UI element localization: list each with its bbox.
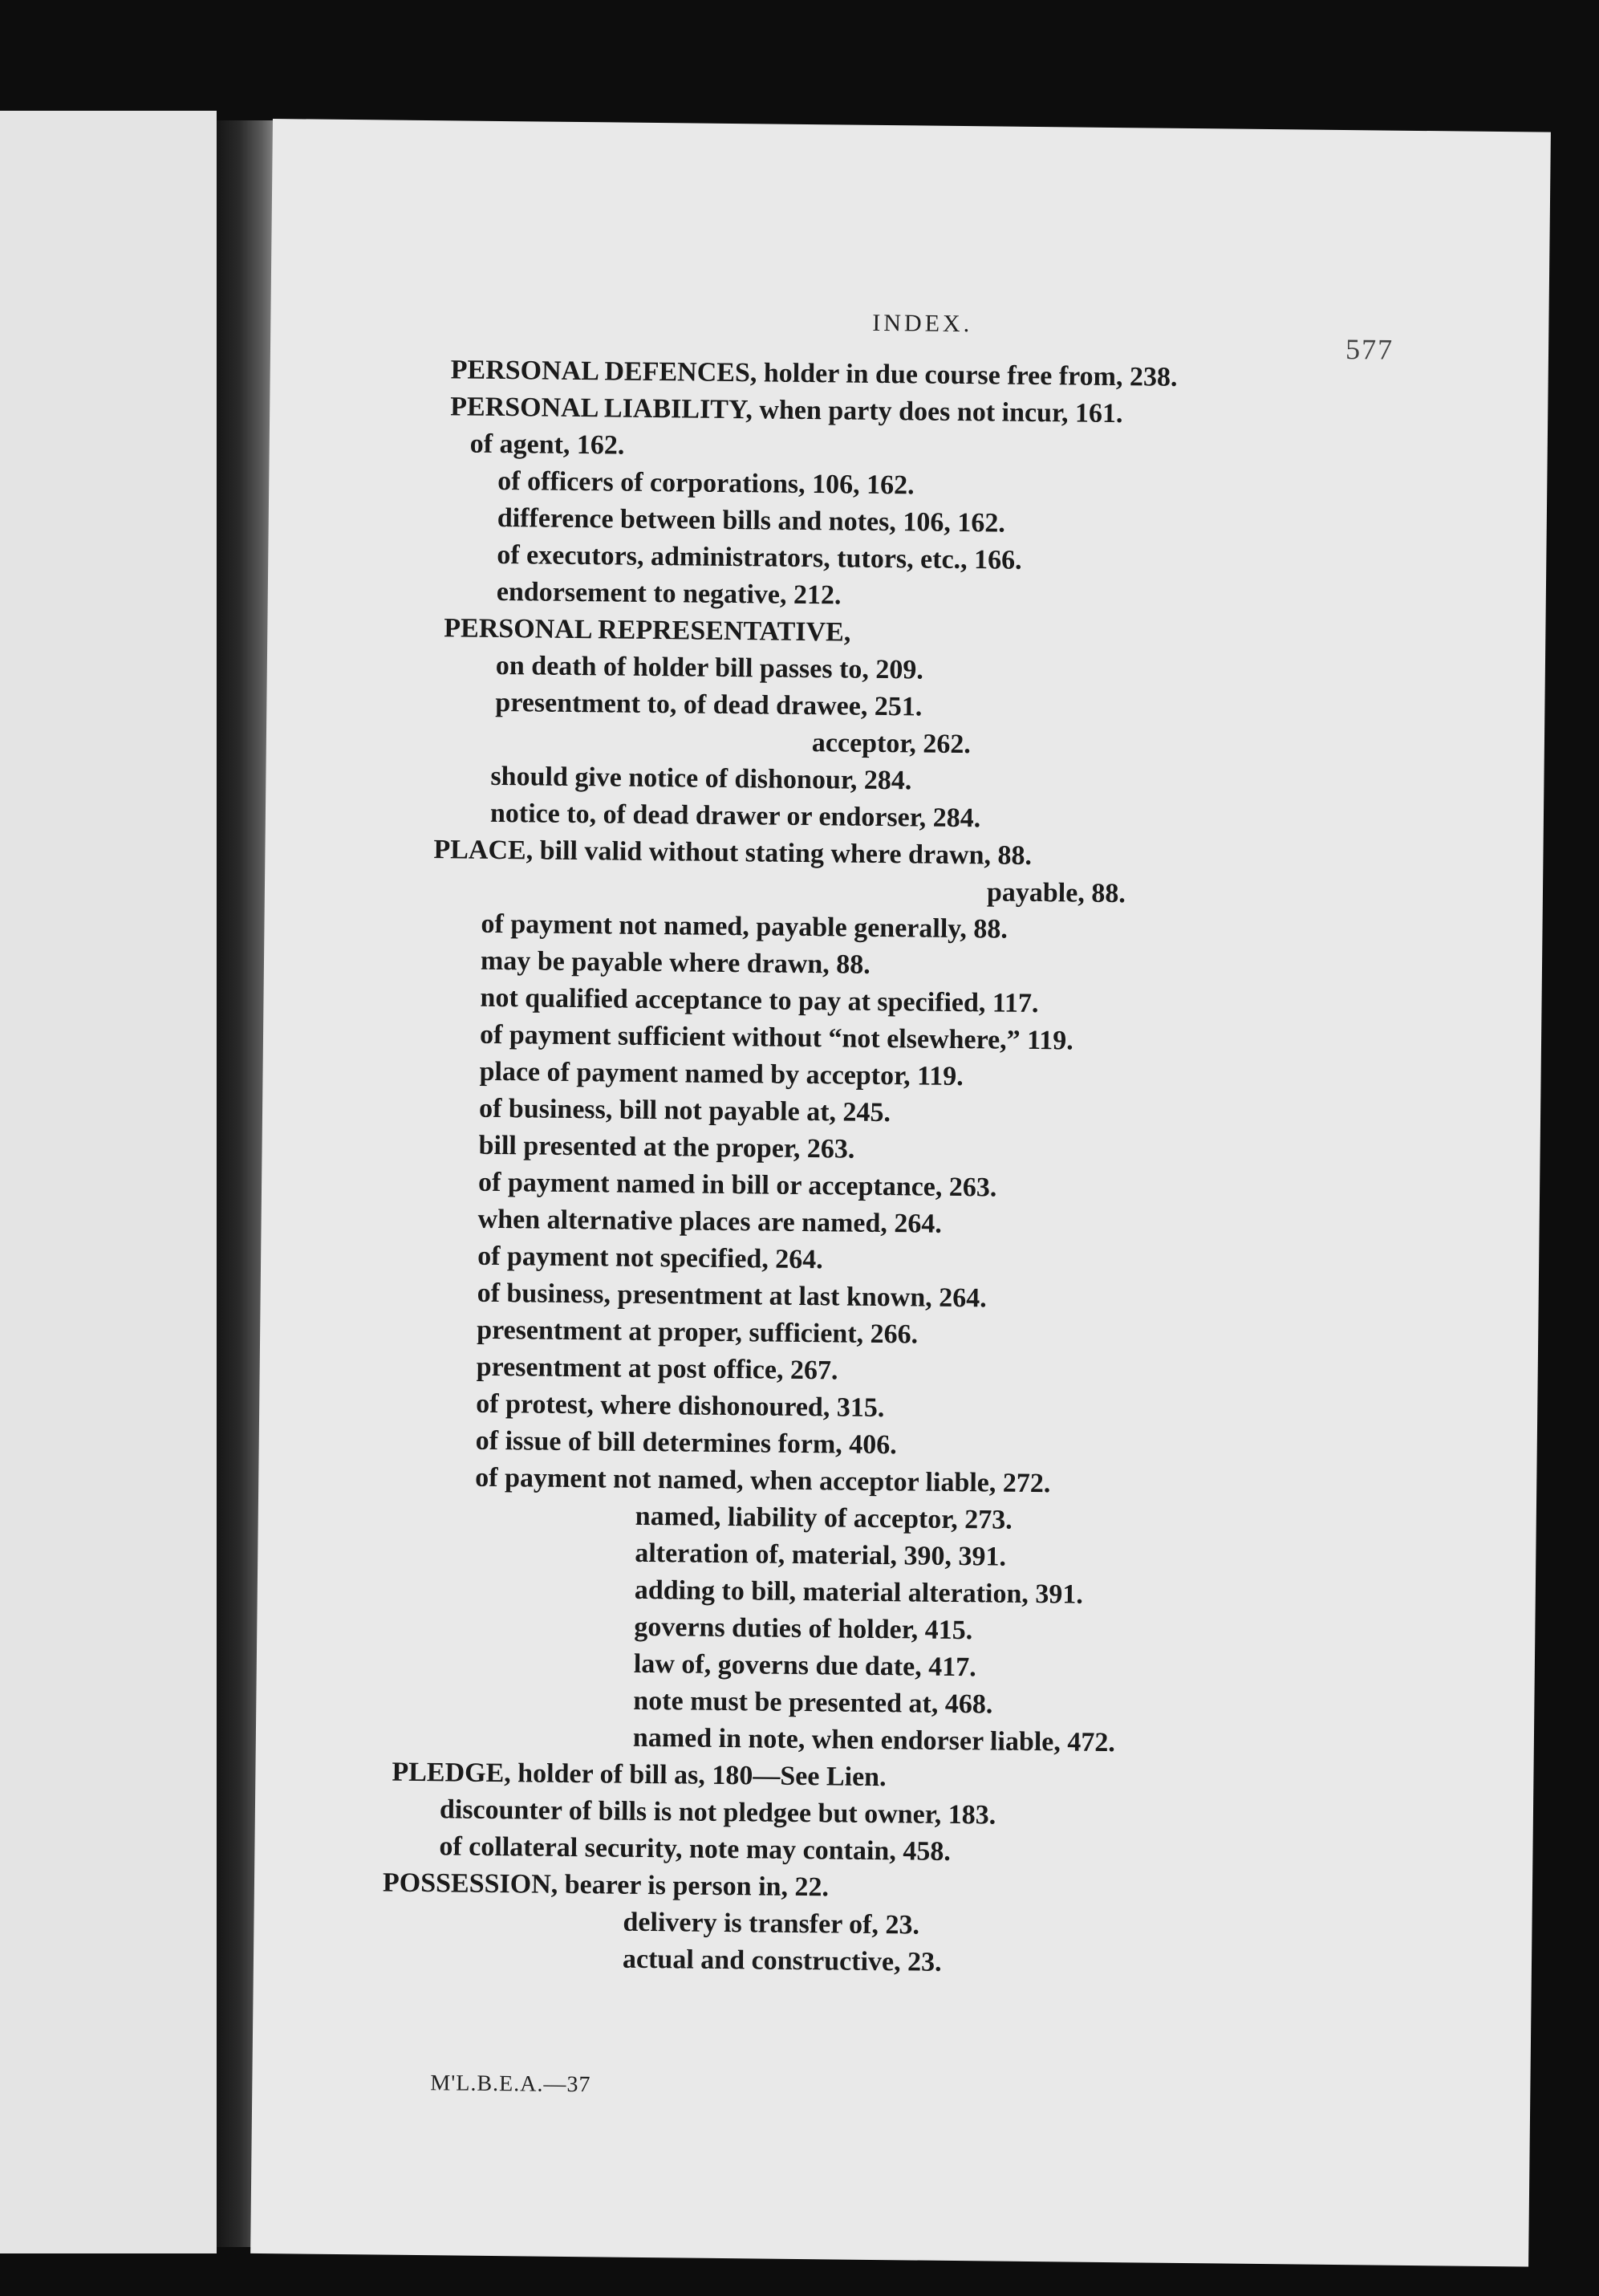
index-subentry-line: payable, 88. bbox=[986, 877, 1126, 909]
index-subentry-line: presentment to, of dead drawee, 251. bbox=[495, 687, 923, 722]
page-number: 577 bbox=[1345, 333, 1394, 366]
index-subentry-line: place of payment named by acceptor, 119. bbox=[479, 1056, 964, 1092]
index-subentry-line: discounter of bills is not pledgee but owner, 183. bbox=[439, 1794, 996, 1831]
index-subentry-line: of collateral security, note may contain, 458. bbox=[439, 1831, 952, 1867]
index-subentry-line: notice to, of dead drawer or endorser, 284. bbox=[489, 798, 981, 834]
index-subentry-line: presentment at post office, 267. bbox=[476, 1351, 838, 1386]
index-subentry-line: of agent, 162. bbox=[469, 429, 625, 461]
index-heading-line: POSSESSION, bearer is person in, 22. bbox=[382, 1867, 830, 1903]
index-heading-line: PLEDGE, holder of bill as, 180—See Lien. bbox=[392, 1757, 887, 1793]
index-heading-line: PLACE, bill valid without stating where drawn, 88. bbox=[433, 835, 1033, 871]
index-subentry-line: of payment not named, when acceptor liable, 272. bbox=[475, 1462, 1051, 1499]
index-subentry-line: bill presented at the proper, 263. bbox=[478, 1130, 855, 1164]
index-subentry-line: endorsement to negative, 212. bbox=[496, 576, 842, 611]
index-subentry-line: governs duties of holder, 415. bbox=[634, 1611, 973, 1646]
index-subentry-line: of executors, administrators, tutors, etc., 166. bbox=[497, 539, 1022, 575]
index-subentry-line: named, liability of acceptor, 273. bbox=[635, 1501, 1013, 1535]
index-heading-line: PERSONAL REPRESENTATIVE, bbox=[444, 613, 851, 648]
index-subentry-line: law of, governs due date, 417. bbox=[633, 1648, 976, 1683]
index-subentry-line: note must be presented at, 468. bbox=[633, 1685, 993, 1720]
index-subentry-line: presentment at proper, sufficient, 266. bbox=[477, 1315, 919, 1350]
index-subentry-line: of business, bill not payable at, 245. bbox=[478, 1093, 891, 1128]
left-facing-page bbox=[0, 111, 217, 2253]
index-subentry-line: should give notice of dishonour, 284. bbox=[490, 761, 912, 796]
index-subentry-line: not qualified acceptance to pay at specified, 117. bbox=[480, 982, 1039, 1019]
footer-signature-mark: M'L.B.E.A.—37 bbox=[430, 2070, 591, 2098]
index-subentry-line: of payment not specified, 264. bbox=[477, 1241, 823, 1275]
index-heading-line: PERSONAL LIABILITY, when party does not incur, 161. bbox=[450, 392, 1123, 429]
running-head: INDEX. bbox=[872, 309, 973, 338]
index-subentry-line: of payment not named, payable generally, 88. bbox=[481, 908, 1009, 945]
index-subentry-line: of business, presentment at last known, 264. bbox=[477, 1278, 987, 1314]
index-subentry-line: difference between bills and notes, 106, 162. bbox=[497, 502, 1006, 538]
index-subentry-line: of issue of bill determines form, 406. bbox=[475, 1425, 897, 1461]
index-subentry-line: acceptor, 262. bbox=[811, 728, 972, 760]
index-subentry-line: on death of holder bill passes to, 209. bbox=[495, 650, 924, 685]
index-heading-line: PERSONAL DEFENCES, holder in due course free from, 238. bbox=[450, 355, 1178, 392]
index-subentry-line: of payment named in bill or acceptance, 263. bbox=[477, 1167, 997, 1203]
index-subentry-line: of protest, where dishonoured, 315. bbox=[476, 1388, 885, 1424]
index-subentry-line: adding to bill, material alteration, 391. bbox=[634, 1575, 1084, 1610]
index-subentry-line: when alternative places are named, 264. bbox=[477, 1204, 943, 1239]
index-page bbox=[250, 119, 1551, 2267]
index-subentry-line: actual and constructive, 23. bbox=[622, 1944, 942, 1977]
index-subentry-line: named in note, when endorser liable, 472. bbox=[632, 1722, 1116, 1758]
index-subentry-line: may be payable where drawn, 88. bbox=[480, 945, 871, 980]
index-subentry-line: of officers of corporations, 106, 162. bbox=[497, 465, 915, 501]
index-subentry-line: of payment sufficient without “not elsewhere,” 119. bbox=[479, 1019, 1073, 1056]
index-subentry-line: alteration of, material, 390, 391. bbox=[635, 1538, 1007, 1572]
index-subentry-line: delivery is transfer of, 23. bbox=[623, 1907, 920, 1940]
